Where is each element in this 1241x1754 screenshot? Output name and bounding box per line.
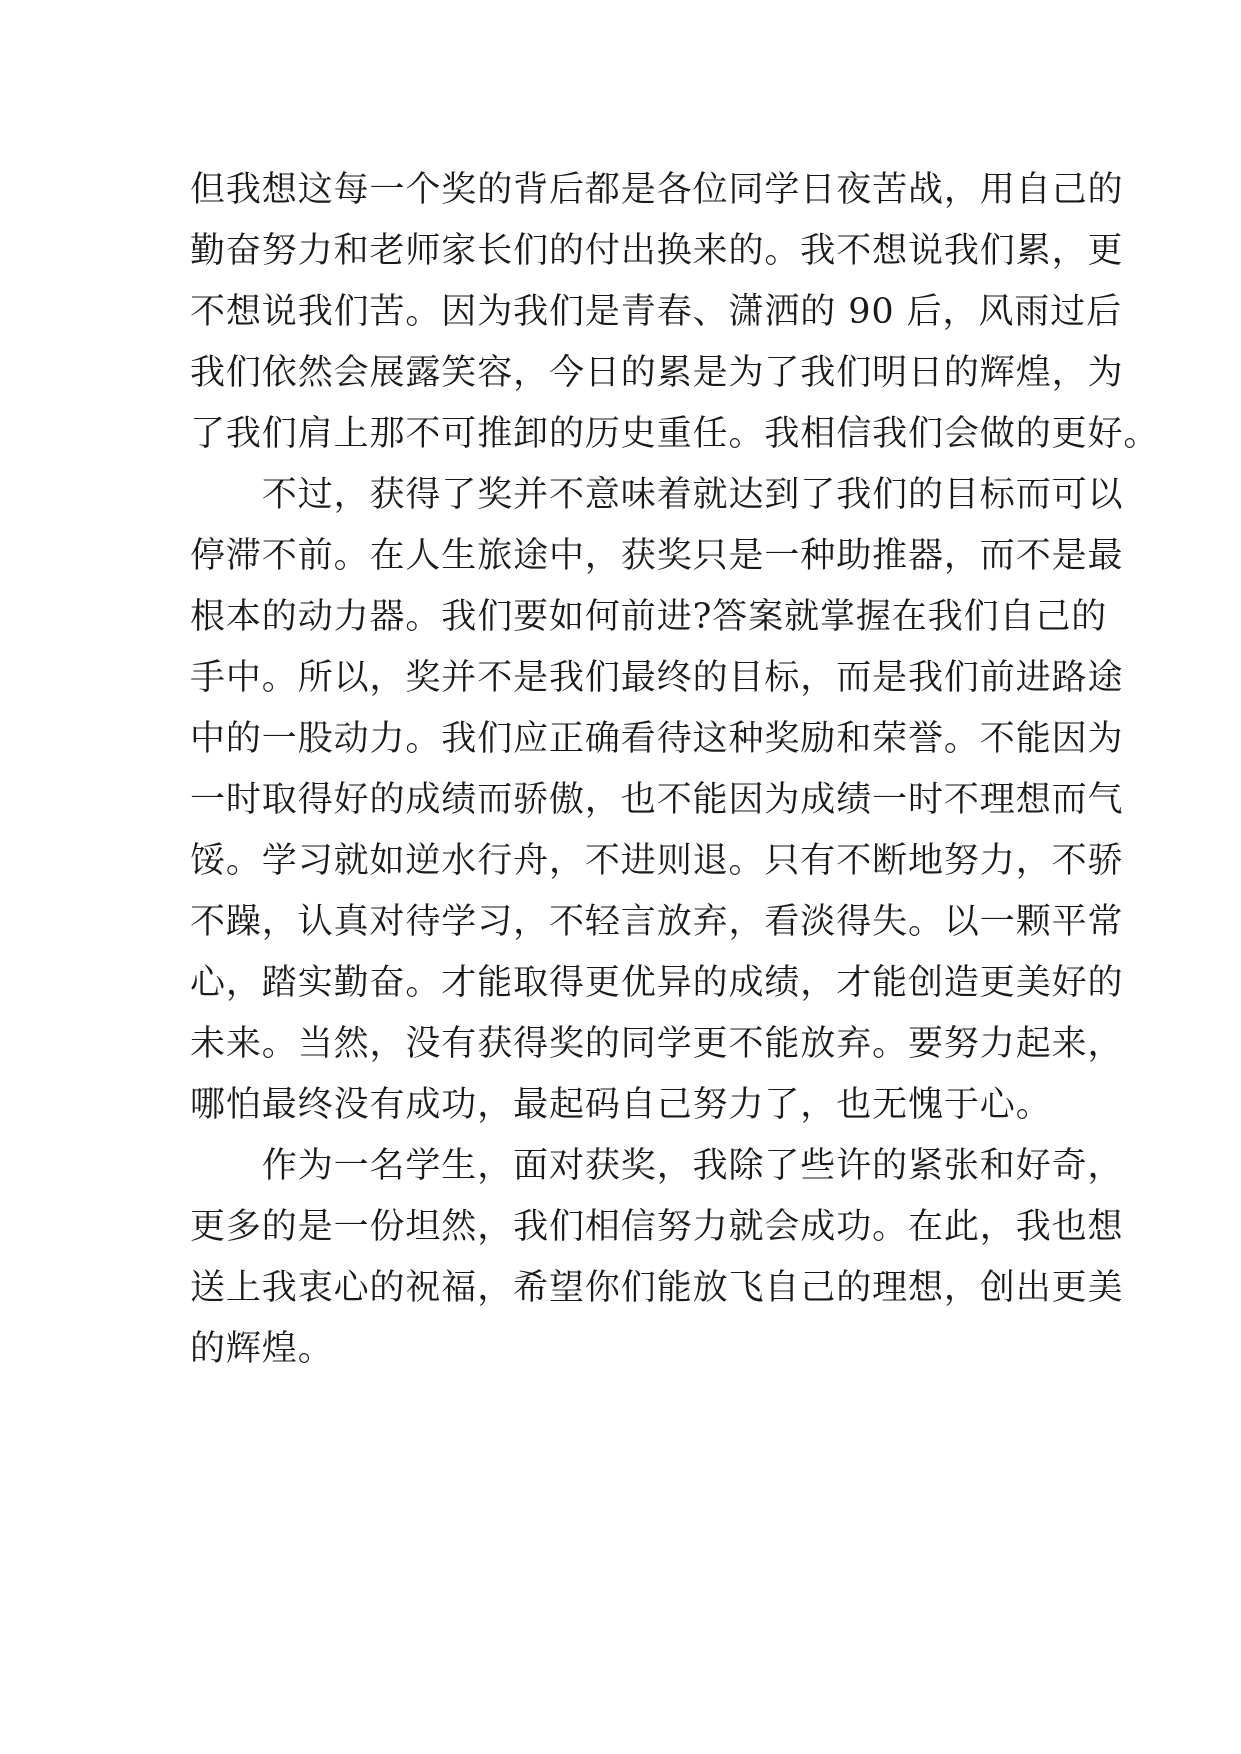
text-line: 一时取得好的成绩而骄傲，也不能因为成绩一时不理想而气 bbox=[190, 780, 1124, 820]
text-line: 送上我衷心的祝福，希望你们能放飞自己的理想，创出更美 bbox=[190, 1268, 1124, 1308]
text-line: 不想说我们苦。因为我们是青春、潇洒的 90 后，风雨过后 bbox=[190, 292, 1122, 332]
text-line: 根本的动力器。我们要如何前进?答案就掌握在我们自己的 bbox=[190, 597, 1108, 637]
document-body bbox=[190, 160, 1160, 1380]
text-line: 不过，获得了奖并不意味着就达到了我们的目标而可以 bbox=[190, 475, 1124, 515]
text-line: 了我们肩上那不可推卸的历史重任。我相信我们会做的更好。 bbox=[190, 414, 1160, 454]
text-line: 的辉煌。 bbox=[190, 1329, 334, 1369]
paragraph-2 bbox=[190, 465, 1124, 1136]
paragraph-1 bbox=[190, 160, 1160, 465]
text-line: 勤奋努力和老师家长们的付出换来的。我不想说我们累，更 bbox=[190, 231, 1124, 271]
text-line: 停滞不前。在人生旅途中，获奖只是一种助推器，而不是最 bbox=[190, 536, 1124, 576]
text-line: 更多的是一份坦然，我们相信努力就会成功。在此，我也想 bbox=[190, 1207, 1124, 1247]
paragraph-3 bbox=[190, 1136, 1124, 1380]
text-line: 哪怕最终没有成功，最起码自己努力了，也无愧于心。 bbox=[190, 1085, 1052, 1125]
text-line: 中的一股动力。我们应正确看待这种奖励和荣誉。不能因为 bbox=[190, 719, 1124, 759]
text-line: 未来。当然，没有获得奖的同学更不能放弃。要努力起来， bbox=[190, 1024, 1124, 1064]
text-line: 但我想这每一个奖的背后都是各位同学日夜苦战，用自己的 bbox=[190, 170, 1124, 210]
text-line: 馁。学习就如逆水行舟，不进则退。只有不断地努力，不骄 bbox=[190, 841, 1124, 881]
text-line: 我们依然会展露笑容，今日的累是为了我们明日的辉煌，为 bbox=[190, 353, 1124, 393]
text-line: 不躁，认真对待学习，不轻言放弃，看淡得失。以一颗平常 bbox=[190, 902, 1124, 942]
text-line: 手中。所以，奖并不是我们最终的目标，而是我们前进路途 bbox=[190, 658, 1124, 698]
text-line: 作为一名学生，面对获奖，我除了些许的紧张和好奇， bbox=[190, 1146, 1124, 1186]
text-line: 心，踏实勤奋。才能取得更优异的成绩，才能创造更美好的 bbox=[190, 963, 1124, 1003]
